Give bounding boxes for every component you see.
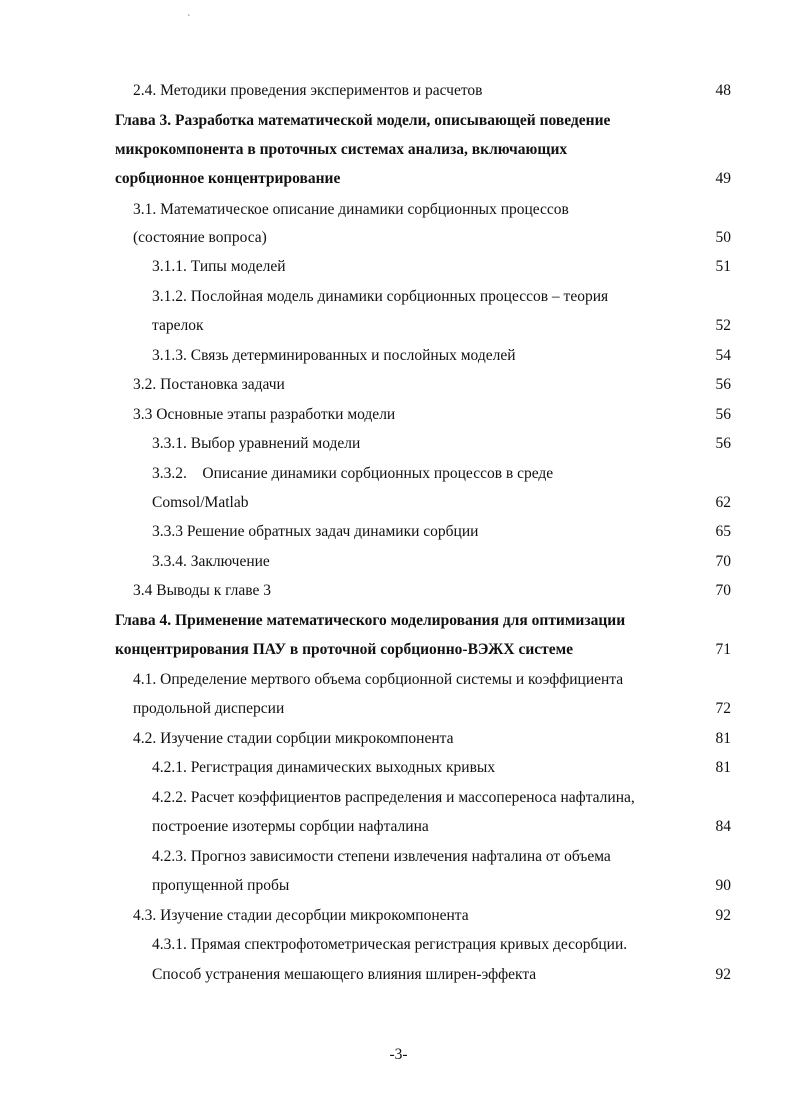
toc-entry-title: Способ устранения мешающего влияния шлирен-эффекта [152, 966, 537, 983]
toc-entry-page: 49 [715, 170, 731, 187]
toc-entry [0, 696, 797, 722]
toc-entry-page: 72 [715, 700, 731, 717]
toc-entry-title: построение изотермы сорбции нафталина [152, 818, 429, 835]
toc-entry [0, 225, 797, 251]
toc-entry [0, 608, 797, 634]
toc-entry-title: 4.2. Изучение стадии сорбции микрокомпонента [133, 730, 454, 747]
toc-entry-page: 70 [715, 582, 731, 599]
toc-entry-title: 3.4 Выводы к главе 3 [133, 582, 272, 599]
toc-entry [0, 284, 797, 310]
toc-entry-title: 3.1.2. Послойная модель динамики сорбционных процессов – теория [152, 288, 609, 305]
toc-entry-page: 81 [715, 759, 731, 776]
toc-entry-title: (состояние вопроса) [133, 229, 267, 246]
toc-entry [0, 549, 797, 575]
toc-entry-title: 4.2.1. Регистрация динамических выходных кривых [152, 759, 496, 776]
toc-entry [0, 962, 797, 988]
toc-entry [0, 637, 797, 663]
toc-entry [0, 519, 797, 545]
toc-entry-page: 56 [715, 435, 731, 452]
toc-entry [0, 755, 797, 781]
toc-entry-page: 71 [715, 641, 731, 658]
toc-entry [0, 667, 797, 693]
toc-entry [0, 873, 797, 899]
toc-entry-title: 3.1.1. Типы моделей [152, 258, 286, 275]
toc-entry [0, 254, 797, 280]
toc-entry-title: Comsol/Matlab [152, 494, 249, 511]
toc-entry [0, 78, 797, 104]
toc-entry-page: 81 [715, 730, 731, 747]
toc-entry [0, 197, 797, 223]
toc-entry-title: концентрирования ПАУ в проточной сорбционно-ВЭЖХ системе [115, 641, 574, 658]
toc-entry-title: 4.2.2. Расчет коэффициентов распределения и массопереноса нафталина, [152, 789, 635, 806]
toc-entry-page: 65 [715, 523, 731, 540]
toc-entry-title: 3.3 Основные этапы разработки модели [133, 406, 396, 423]
toc-entry-title: 3.3.3 Решение обратных задач динамики сорбции [152, 523, 479, 540]
toc-entry-title: микрокомпонента в проточных системах анализа, включающих [115, 141, 568, 158]
toc-entry-title: 3.1.3. Связь детерминированных и послойных моделей [152, 347, 516, 364]
toc-entry [0, 313, 797, 339]
toc-entry-page: 54 [715, 347, 731, 364]
toc-entry [0, 726, 797, 752]
toc-entry-title: тарелок [152, 317, 204, 334]
toc-entry-page: 70 [715, 553, 731, 570]
toc-entry-title: 3.3.4. Заключение [152, 553, 270, 570]
toc-entry-title: 4.3. Изучение стадии десорбции микрокомпонента [133, 907, 469, 924]
toc-entry [0, 166, 797, 192]
toc-entry-page: 84 [715, 818, 731, 835]
toc-entry-title: Глава 3. Разработка математической модели, описывающей поведение [115, 112, 611, 129]
toc-entry-title: 3.2. Постановка задачи [133, 376, 285, 393]
toc-entry-page: 62 [715, 494, 731, 511]
toc-entry [0, 343, 797, 369]
toc-entry [0, 844, 797, 870]
toc-entry-title: пропущенной пробы [152, 877, 290, 894]
page-number: -3- [389, 1046, 408, 1063]
toc-entry [0, 932, 797, 958]
toc-entry-page: 92 [715, 907, 731, 924]
toc-entry [0, 578, 797, 604]
toc-entry-title: сорбционное концентрирование [115, 170, 341, 187]
toc-entry [0, 814, 797, 840]
toc-entry [0, 903, 797, 929]
toc-entry-page: 52 [715, 317, 731, 334]
toc-entry-title: продольной дисперсии [133, 700, 285, 717]
toc-entry-title: 4.2.3. Прогноз зависимости степени извлечения нафталина от объема [152, 848, 611, 865]
toc-entry [0, 461, 797, 487]
toc-entry-page: 56 [715, 406, 731, 423]
toc-entry-title: Глава 4. Применение математического моделирования для оптимизации [115, 612, 626, 629]
toc-entry [0, 372, 797, 398]
toc-entry [0, 137, 797, 163]
toc-entry [0, 785, 797, 811]
toc-entry-title: 4.3.1. Прямая спектрофотометрическая регистрация кривых десорбции. [152, 936, 628, 953]
toc-entry [0, 402, 797, 428]
toc-entry-title: 3.3.2. Описание динамики сорбционных процессов в среде [152, 465, 554, 482]
toc-entry-page: 92 [715, 966, 731, 983]
toc-entry-page: 56 [715, 376, 731, 393]
toc-entry-title: 4.1. Определение мертвого объема сорбционной системы и коэффициента [133, 671, 624, 688]
toc-entry [0, 431, 797, 457]
toc-entry [0, 490, 797, 516]
scan-speck: ` [187, 14, 191, 25]
toc-entry-page: 50 [715, 229, 731, 246]
toc-entry-page: 51 [715, 258, 731, 275]
toc-entry-page: 90 [715, 877, 731, 894]
toc-entry-title: 2.4. Методики проведения экспериментов и расчетов [133, 82, 483, 99]
toc-entry [0, 108, 797, 134]
toc-entry-page: 48 [715, 82, 731, 99]
toc-entry-title: 3.3.1. Выбор уравнений модели [152, 435, 361, 452]
toc-entry-title: 3.1. Математическое описание динамики сорбционных процессов [133, 201, 569, 218]
